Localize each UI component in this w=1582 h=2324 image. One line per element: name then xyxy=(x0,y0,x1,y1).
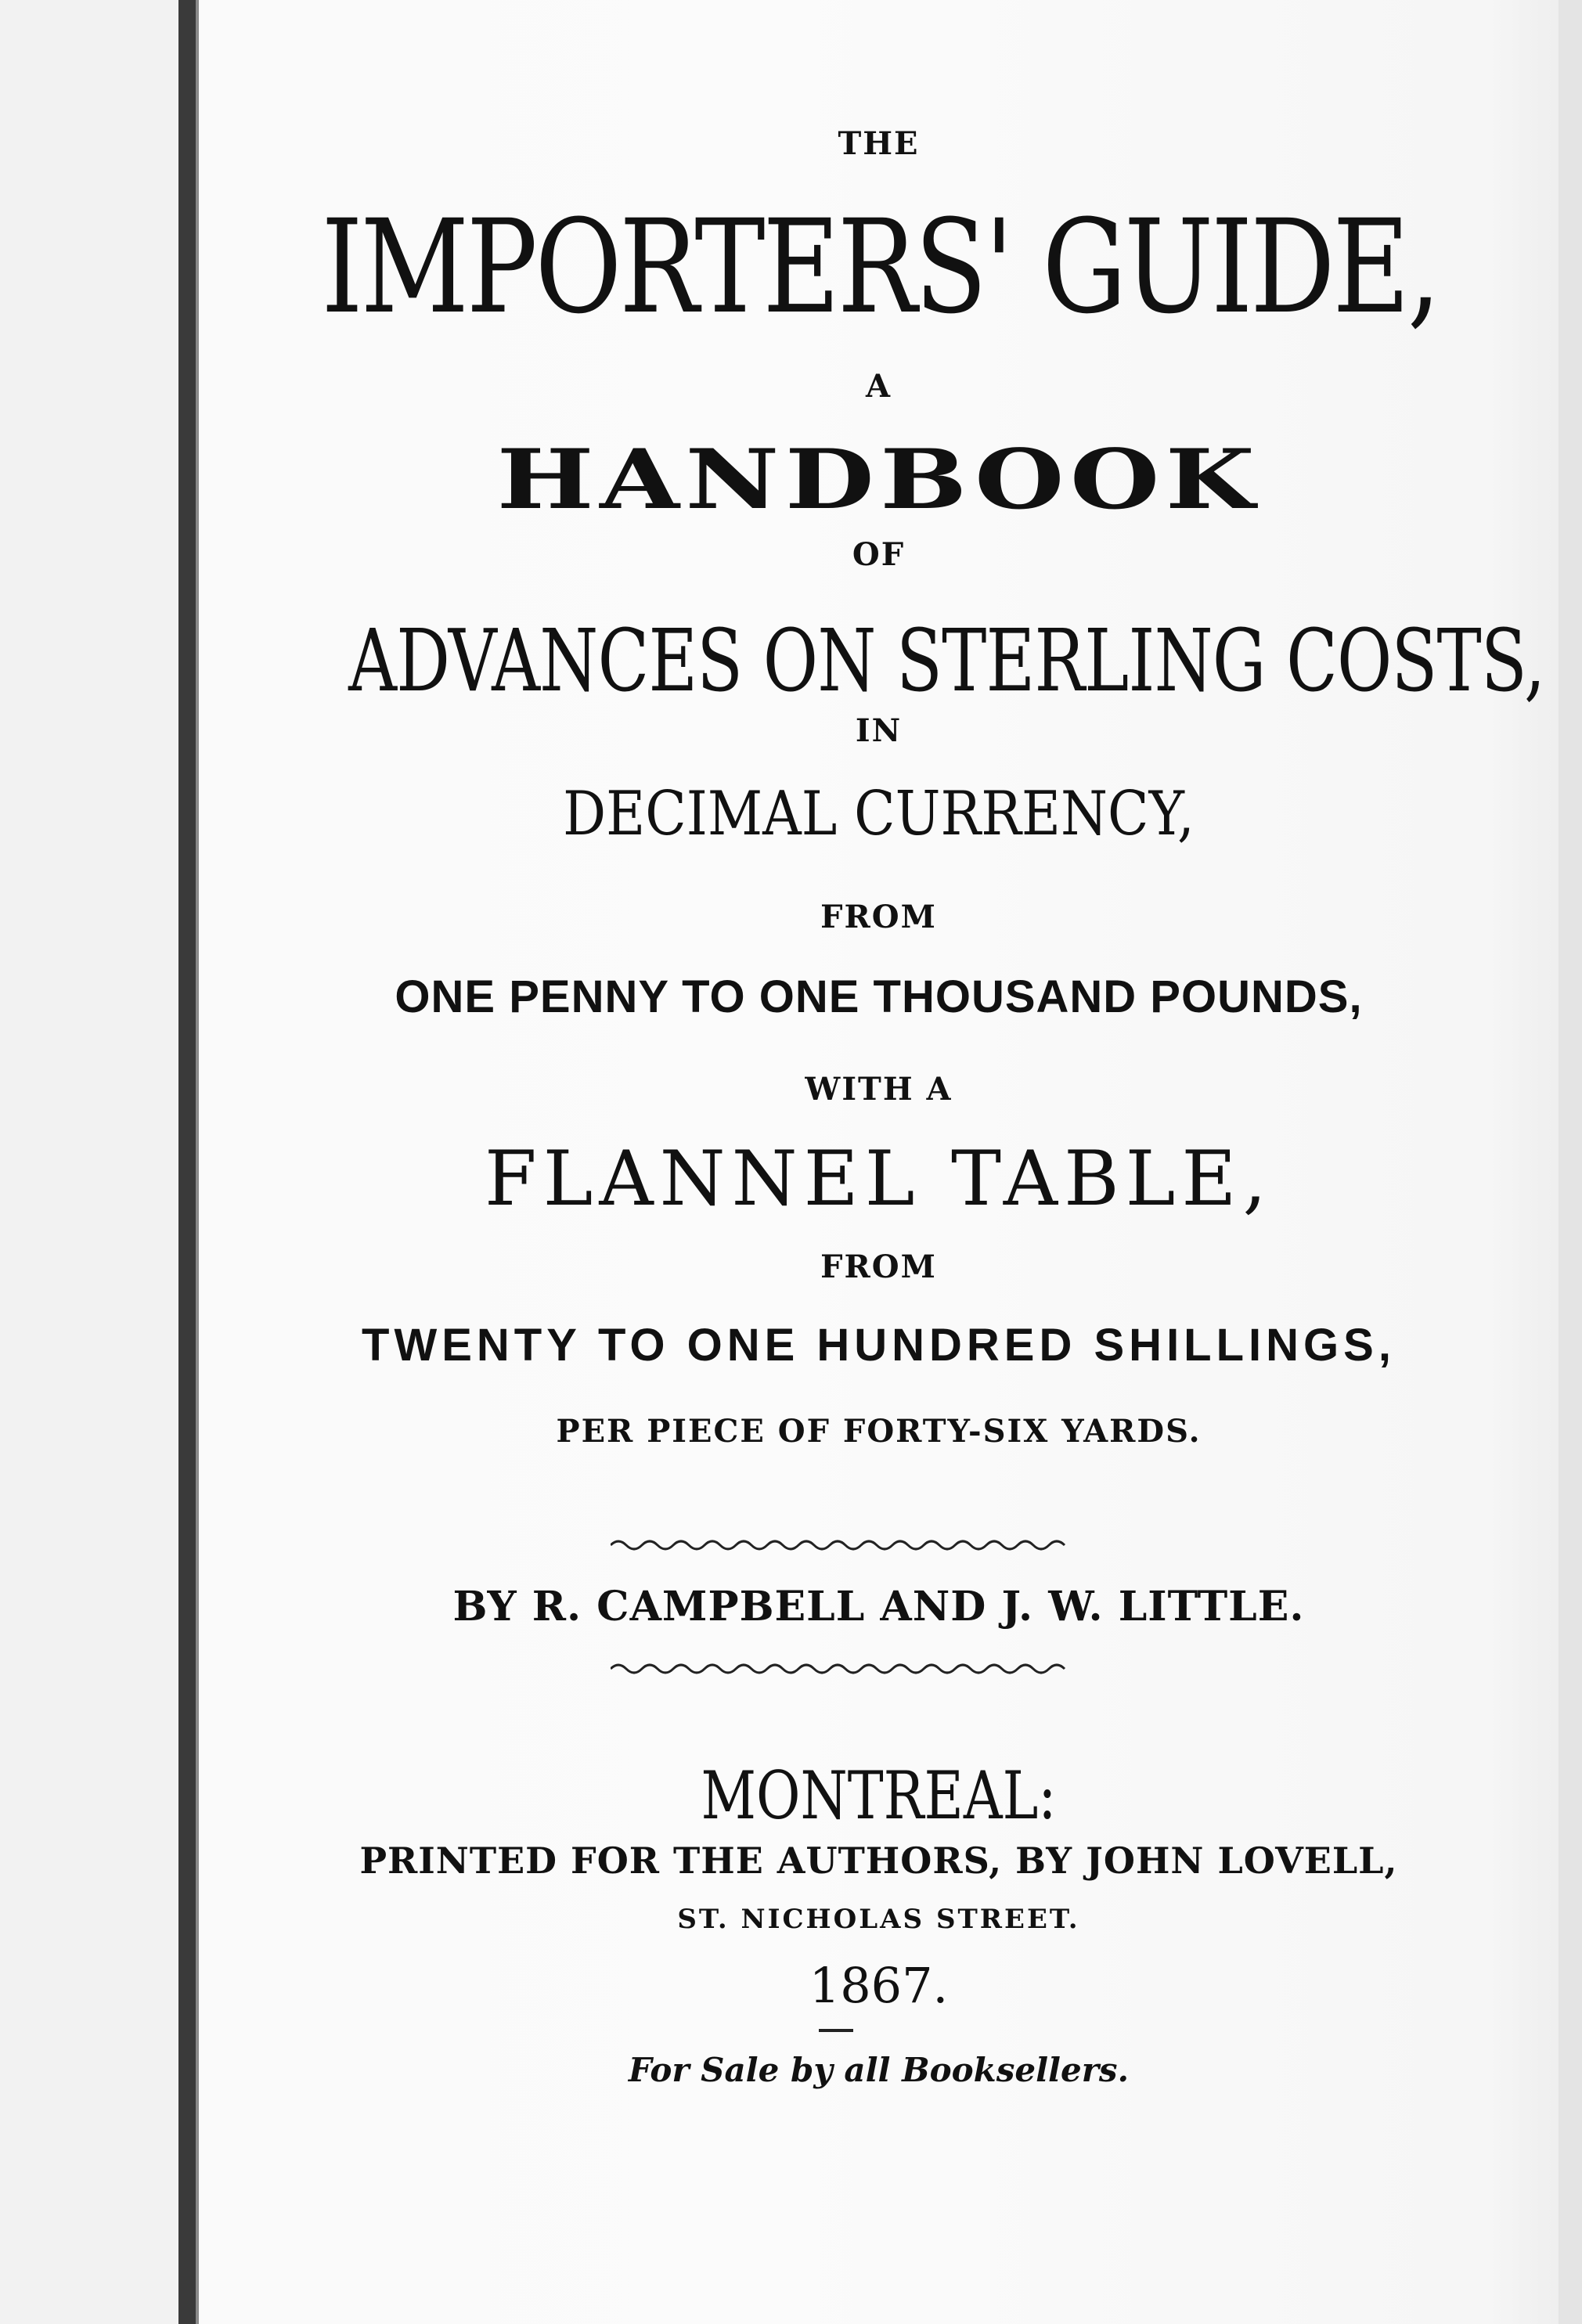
authors-line: BY R. CAMPBELL AND J. W. LITTLE. xyxy=(452,1583,1305,1630)
handbook-heading: HANDBOOK xyxy=(496,431,1261,528)
left-margin xyxy=(0,0,178,2324)
advances-heading: ADVANCES ON STERLING COSTS, xyxy=(348,611,1545,711)
from-label-1: FROM xyxy=(820,899,937,935)
short-rule xyxy=(819,2029,853,2032)
with-a-label: WITH A xyxy=(805,1071,953,1108)
printer-line: PRINTED FOR THE AUTHORS, BY JOHN LOVELL, xyxy=(359,1839,1398,1882)
per-piece-line: PER PIECE OF FORTY-SIX YARDS. xyxy=(556,1413,1202,1450)
wavy-divider-top xyxy=(611,1534,1072,1556)
currency-heading: DECIMAL CURRENCY, xyxy=(563,779,1195,849)
flannel-table-heading: FLANNEL TABLE, xyxy=(484,1135,1274,1223)
from-label-2: FROM xyxy=(820,1248,937,1285)
a-label: A xyxy=(865,368,892,405)
street-line: ST. NICHOLAS STREET. xyxy=(677,1904,1080,1935)
publication-year: 1867. xyxy=(809,1957,949,2014)
the-label: THE xyxy=(838,125,920,162)
book-title: IMPORTERS' GUIDE, xyxy=(321,192,1439,342)
right-page-edge xyxy=(1559,0,1582,2324)
pounds-range-heading: ONE PENNY TO ONE THOUSAND POUNDS, xyxy=(395,971,1363,1022)
place-of-publication: MONTREAL: xyxy=(701,1757,1057,1834)
shillings-range-heading: TWENTY TO ONE HUNDRED SHILLINGS, xyxy=(362,1320,1396,1371)
sale-notice: For Sale by all Booksellers. xyxy=(628,2051,1130,2089)
in-label: IN xyxy=(855,712,903,749)
of-label: OF xyxy=(852,536,906,573)
page-fold-line xyxy=(178,0,196,2324)
wavy-divider-bottom xyxy=(611,1658,1072,1680)
